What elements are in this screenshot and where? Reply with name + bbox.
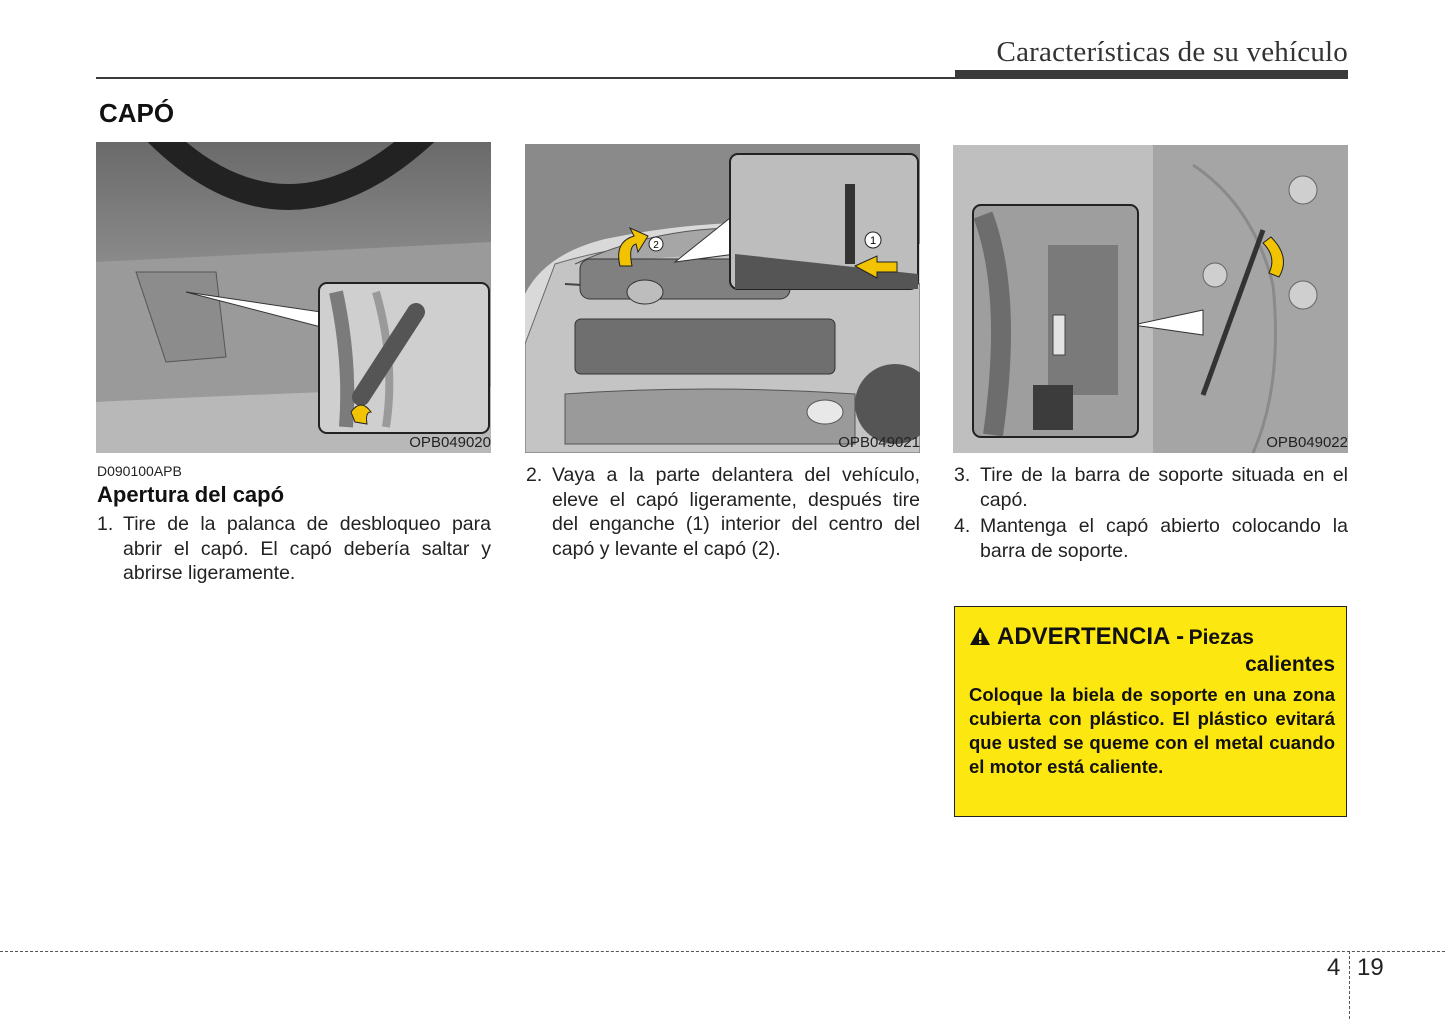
step-item — [954, 463, 1348, 512]
callout-1: 1 — [869, 235, 877, 247]
warning-heading — [969, 623, 1335, 676]
step-number: 2. — [526, 464, 543, 486]
step-text: Mantenga el capó abierto colocando la barra de soporte. — [980, 515, 1348, 562]
section-title: CAPÓ — [99, 98, 175, 128]
step-item — [97, 512, 491, 586]
step-text: Tire de la barra de soporte situada en el capó. — [980, 464, 1348, 511]
steps-column-3 — [954, 463, 1348, 565]
subsection-title: Apertura del capó — [97, 482, 285, 507]
chapter-number: 4 — [1327, 954, 1341, 981]
step-text: Tire de la palanca de desbloqueo para abrir el capó. El capó debería saltar y abrirse ligeramente. — [123, 513, 491, 584]
running-header: Características de su vehículo — [996, 36, 1348, 68]
step-number: 4. — [954, 515, 971, 537]
footer-page-divider — [1349, 951, 1350, 1019]
hood-support-rod-illustration — [953, 145, 1348, 453]
header-rule-accent — [955, 70, 1348, 79]
figure-code: OPB049021 — [838, 434, 920, 451]
warning-body: Coloque la biela de soporte en una zona cubierta con plástico. El plástico evitará que usted se queme con el metal cuando el motor está caliente. — [969, 684, 1335, 777]
warning-label: ADVERTENCIA - — [997, 623, 1185, 650]
page-number: 19 — [1357, 954, 1384, 981]
step-item — [954, 514, 1348, 563]
figure-code: OPB049022 — [1266, 434, 1348, 451]
step-number: 3. — [954, 464, 971, 486]
steps-column-2 — [526, 463, 920, 563]
figure-support-rod — [953, 145, 1348, 453]
step-text: Vaya a la parte delantera del vehículo, eleve el capó ligeramente, después tire del enganche (1) interior del centro del capó y levante el capó (2). — [552, 464, 920, 560]
figure-hood-latch — [525, 144, 920, 453]
warning-triangle-icon — [969, 626, 991, 646]
footer-divider — [0, 951, 1445, 952]
header-rule — [96, 77, 956, 79]
reference-code: D090100APB — [97, 463, 182, 479]
warning-box — [954, 606, 1347, 817]
step-item — [526, 463, 920, 561]
figure-hood-release — [96, 142, 491, 453]
warning-subject-line-1: Piezas — [1188, 626, 1254, 649]
callout-2: 2 — [653, 240, 659, 251]
steps-column-1 — [97, 512, 491, 588]
hood-release-lever-illustration — [96, 142, 491, 453]
step-number: 1. — [97, 513, 114, 535]
figure-code: OPB049020 — [409, 434, 491, 451]
hood-latch-front-illustration — [525, 144, 920, 453]
warning-subject-line-2: calientes — [1245, 653, 1335, 676]
